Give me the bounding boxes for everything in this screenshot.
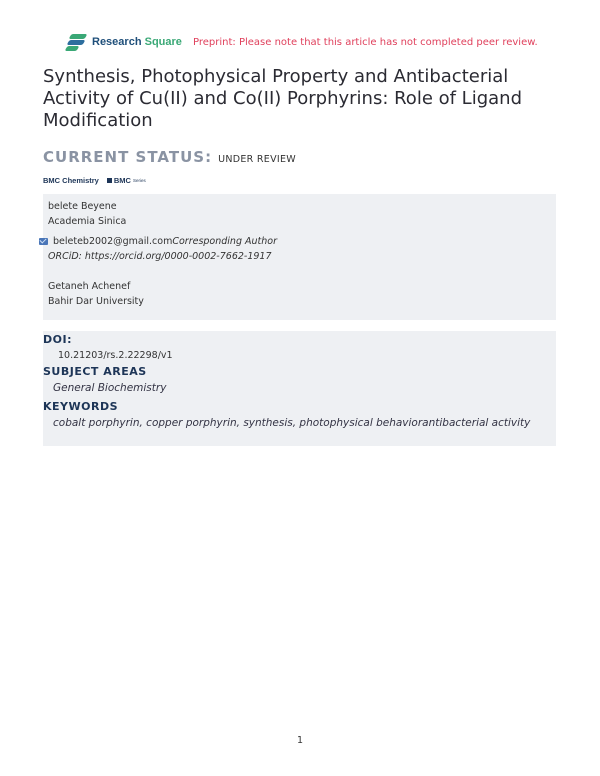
logo-text-research: Research: [92, 36, 142, 48]
keywords-label: KEYWORDS: [43, 400, 119, 413]
author-name: belete Beyene: [48, 201, 117, 212]
subject-areas-label: SUBJECT AREAS: [43, 365, 147, 378]
doi-label: DOI:: [43, 333, 72, 346]
author-affiliation: Bahir Dar University: [48, 296, 144, 307]
research-square-logo[interactable]: [66, 34, 182, 50]
journal-series: BMC: [113, 176, 131, 185]
paper-title: Synthesis, Photophysical Property and Antibacterial Activity of Cu(II) and Co(II) Porphyrins: Role of Ligand Modification: [43, 66, 523, 131]
author-email[interactable]: beleteb2002@gmail.com: [53, 236, 173, 247]
mail-icon: [39, 238, 48, 245]
author-name: Getaneh Achenef: [48, 281, 131, 292]
status-value: UNDER REVIEW: [218, 154, 296, 165]
author-affiliation: Academia Sinica: [48, 216, 127, 227]
authors-box: [43, 194, 556, 320]
status-label: CURRENT STATUS:: [43, 148, 213, 166]
bmc-series-icon: [107, 178, 112, 183]
doi-value[interactable]: 10.21203/rs.2.22298/v1: [58, 350, 173, 361]
author-role: Corresponding Author: [172, 236, 277, 247]
page-number: 1: [296, 735, 304, 746]
journal-series-suffix: Series: [132, 178, 146, 183]
preprint-notice: Preprint: Please note that this article has not completed peer review.: [193, 37, 538, 48]
logo-text: [92, 36, 182, 48]
article-metadata: [43, 331, 556, 446]
journal-badge[interactable]: [43, 176, 146, 185]
current-status: [43, 148, 296, 166]
logo-text-square: Square: [144, 36, 182, 48]
subject-areas-value[interactable]: General Biochemistry: [53, 382, 167, 394]
author-contact: [53, 236, 277, 247]
author-orcid[interactable]: ORCiD: https://orcid.org/0000-0002-7662-1917: [48, 251, 272, 262]
keywords-value: cobalt porphyrin, copper porphyrin, synthesis, photophysical behaviorantibacterial activity: [53, 417, 531, 429]
research-square-logo-icon: [66, 34, 88, 50]
page-header: [66, 34, 560, 54]
journal-name: BMC Chemistry: [43, 176, 99, 185]
